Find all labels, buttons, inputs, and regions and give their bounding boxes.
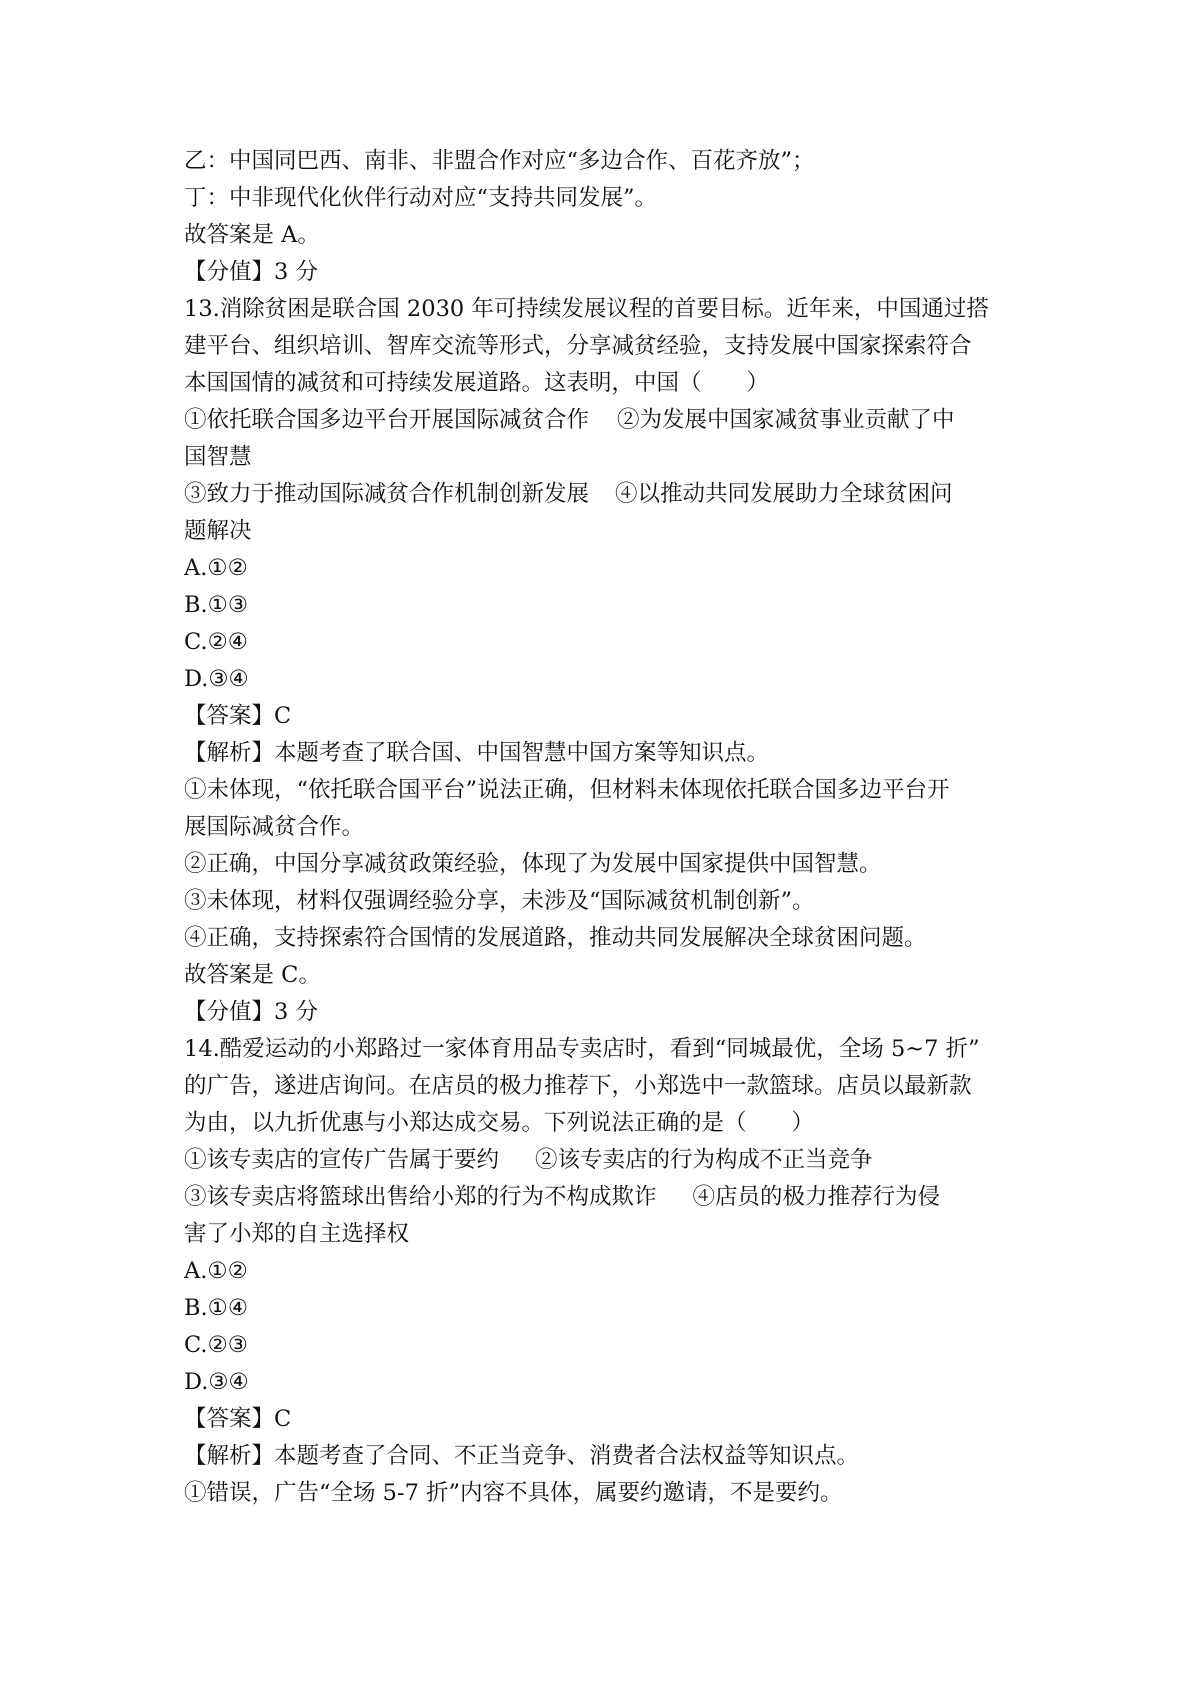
analysis-line: ④正确，支持探索符合国情的发展道路，推动共同发展解决全球贫困问题。 — [184, 925, 927, 951]
text-line: 乙：中国同巴西、南非、非盟合作对应“多边合作、百花齐放”； — [184, 148, 815, 174]
question-stem-line: 建平台、组织培训、智库交流等形式，分享减贫经验，支持发展中国家探索符合 — [184, 333, 972, 359]
statement-4-continued: 题解决 — [184, 518, 252, 544]
choice-d: D.③④ — [184, 1369, 249, 1395]
analysis-line: 【解析】本题考查了联合国、中国智慧中国方案等知识点。 — [184, 740, 770, 766]
analysis-line: ①错误，广告“全场 5-7 折”内容不具体，属要约邀请，不是要约。 — [184, 1480, 843, 1506]
question-14 — [184, 1031, 1034, 1512]
statement-4-continued: 害了小郑的自主选择权 — [184, 1221, 410, 1247]
option-row — [184, 476, 1034, 513]
statement-2: ②该专卖店的行为构成不正当竞争 — [535, 1147, 873, 1173]
choice-a: A.①② — [184, 555, 248, 581]
score-line: 【分值】3 分 — [184, 259, 318, 285]
choice-d: D.③④ — [184, 666, 249, 692]
text-line: 丁：中非现代化伙伴行动对应“支持共同发展”。 — [184, 185, 658, 211]
question-13 — [184, 291, 1034, 1031]
analysis-line: ②正确，中国分享减贫政策经验，体现了为发展中国家提供中国智慧。 — [184, 851, 882, 877]
statement-1: ①该专卖店的宣传广告属于要约 — [184, 1147, 500, 1173]
question-stem-line: 本国国情的减贫和可持续发展道路。这表明，中国（ ） — [184, 370, 770, 396]
analysis-line: 展国际减贫合作。 — [184, 814, 365, 840]
statement-2-continued: 国智慧 — [184, 444, 252, 470]
option-row — [184, 1179, 1034, 1216]
answer-line: 【答案】C — [184, 703, 292, 729]
question-stem-line: 为由，以九折优惠与小郑达成交易。下列说法正确的是（ ） — [184, 1110, 815, 1136]
analysis-line: 故答案是 C。 — [184, 962, 321, 988]
choice-b: B.①④ — [184, 1295, 249, 1321]
choice-b: B.①③ — [184, 592, 249, 618]
text-line: 故答案是 A。 — [184, 222, 320, 248]
choice-c: C.②③ — [184, 1332, 248, 1358]
statement-3: ③该专卖店将篮球出售给小郑的行为不构成欺诈 — [184, 1184, 657, 1210]
question-stem-line: 14.酷爱运动的小郑路过一家体育用品专卖店时，看到“同城最优，全场 5~7 折” — [184, 1036, 980, 1062]
question-stem-line: 13.消除贫困是联合国 2030 年可持续发展议程的首要目标。近年来，中国通过搭 — [184, 296, 989, 322]
question-stem-line: 的广告，遂进店询问。在店员的极力推荐下，小郑选中一款篮球。店员以最新款 — [184, 1073, 972, 1099]
score-line: 【分值】3 分 — [184, 999, 318, 1025]
statement-2: ②为发展中国家减贫事业贡献了中 — [617, 407, 955, 433]
analysis-line: ①未体现，“依托联合国平台”说法正确，但材料未体现依托联合国多边平台开 — [184, 777, 950, 803]
choice-a: A.①② — [184, 1258, 248, 1284]
analysis-line: 【解析】本题考查了合同、不正当竞争、消费者合法权益等知识点。 — [184, 1443, 860, 1469]
statement-3: ③致力于推动国际减贫合作机制创新发展 — [184, 481, 590, 507]
option-row — [184, 402, 1034, 439]
analysis-line: ③未体现，材料仅强调经验分享，未涉及“国际减贫机制创新”。 — [184, 888, 815, 914]
statement-4: ④店员的极力推荐行为侵 — [692, 1184, 941, 1210]
document-page — [184, 143, 1034, 1512]
option-row — [184, 1142, 1034, 1179]
statement-1: ①依托联合国多边平台开展国际减贫合作 — [184, 407, 590, 433]
statement-4: ④以推动共同发展助力全球贫困问 — [615, 481, 953, 507]
choice-c: C.②④ — [184, 629, 248, 655]
answer-line: 【答案】C — [184, 1406, 292, 1432]
